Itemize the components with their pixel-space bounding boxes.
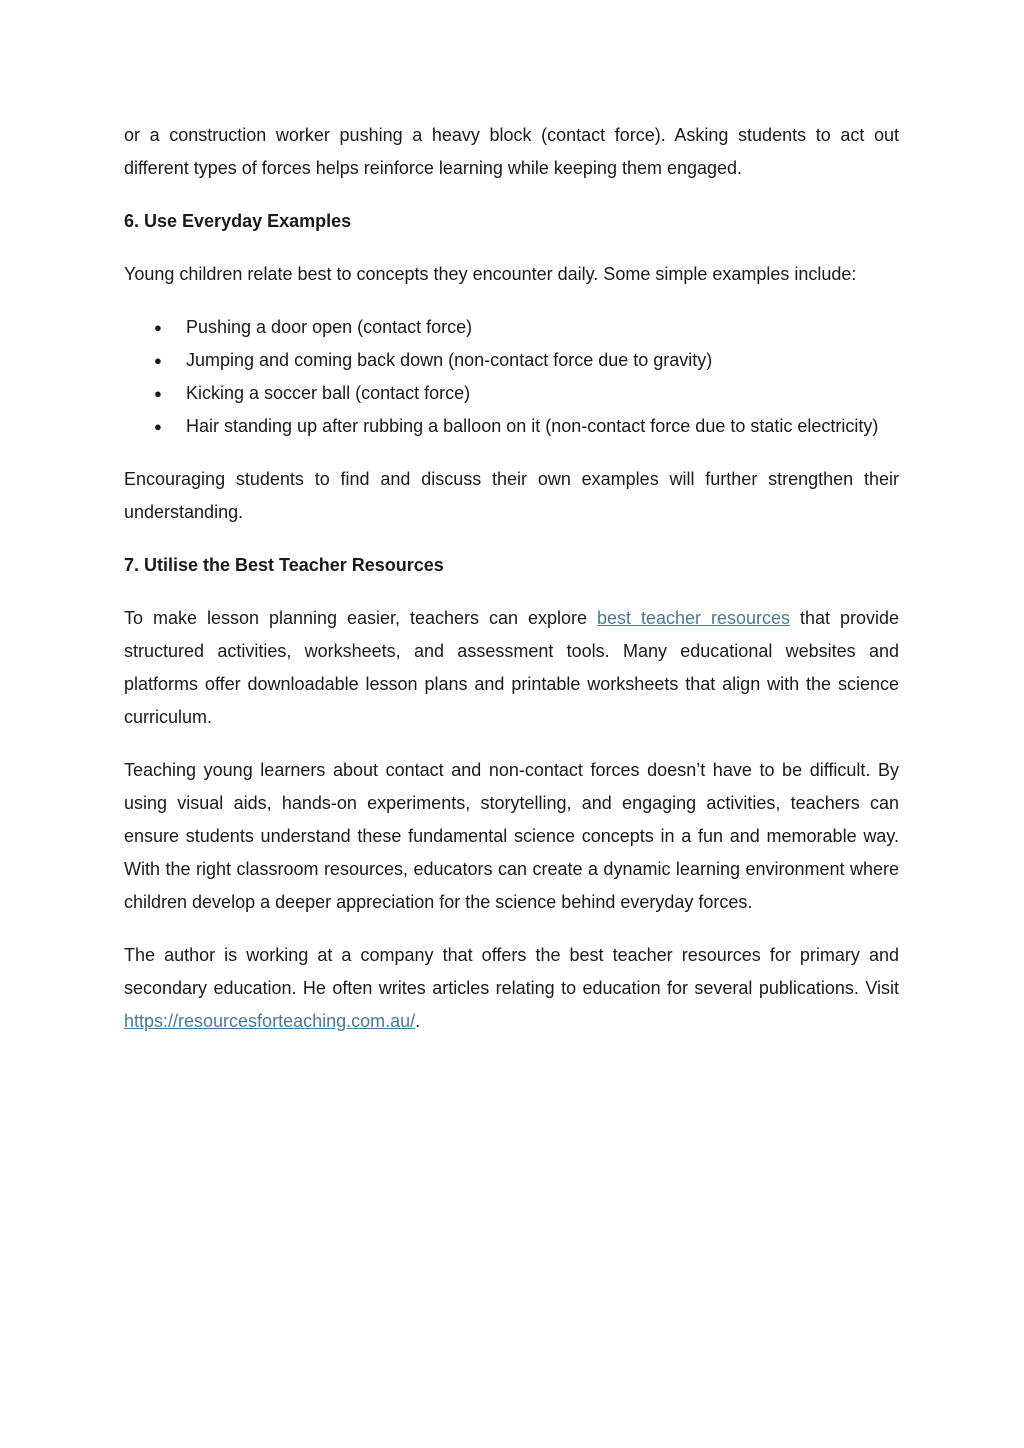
- encourage-paragraph: Encouraging students to find and discuss their own examples will further strengthen their understanding.: [124, 469, 899, 522]
- list-item: [124, 410, 899, 443]
- list-item-text: Jumping and coming back down (non-contact force due to gravity): [186, 350, 713, 370]
- resources-paragraph: [124, 602, 899, 734]
- list-item: [124, 344, 899, 377]
- list-item-text: Kicking a soccer ball (contact force): [186, 383, 471, 403]
- bullet-icon: ●: [154, 353, 162, 368]
- page-content: [124, 119, 899, 1038]
- list-item-text: Pushing a door open (contact force): [186, 317, 473, 337]
- section-6-heading: 6. Use Everyday Examples: [124, 211, 352, 231]
- intro-continuation-paragraph: or a construction worker pushing a heavy block (contact force). Asking students to act out different types of forces helps reinforce learning while keeping them engaged.: [124, 125, 899, 178]
- conclusion-paragraph: Teaching young learners about contact and non-contact forces doesn’t have to be difficult. By using visual aids, hands-on experiments, storytelling, and engaging activities, teachers can ensure students understand these fundamental science concepts in a fun and memorable way. With the right classroom resources, educators can create a dynamic learning environment where children develop a deeper appreciation for the science behind everyday forces.: [124, 760, 899, 912]
- section-7-heading: 7. Utilise the Best Teacher Resources: [124, 555, 444, 575]
- author-paragraph: [124, 939, 899, 1038]
- author-text-after: .: [415, 1011, 421, 1031]
- list-item: [124, 377, 899, 410]
- everyday-intro-paragraph: Young children relate best to concepts they encounter daily. Some simple examples include:: [124, 264, 857, 284]
- resourcesforteaching-link[interactable]: https://resourcesforteaching.com.au/: [124, 1011, 416, 1031]
- resources-text-after: that provide structured activities, worksheets, and assessment tools. Many educational websites and platforms offer downloadable lesson plans and printable worksheets that align with the science curriculum.: [124, 608, 900, 727]
- bullet-icon: ●: [154, 419, 162, 434]
- list-item: [124, 311, 899, 344]
- author-text-before: The author is working at a company that offers the best teacher resources for primary and secondary education. He often writes articles relating to education for several publications. Visit: [124, 945, 899, 998]
- bullet-icon: ●: [154, 386, 162, 401]
- list-item-text: Hair standing up after rubbing a balloon on it (non-contact force due to static electricity): [186, 416, 879, 436]
- best-teacher-resources-link[interactable]: best teacher resources: [596, 608, 791, 628]
- examples-list: [124, 311, 899, 443]
- resources-text-before: To make lesson planning easier, teachers can explore: [124, 608, 597, 628]
- bullet-icon: ●: [154, 320, 162, 335]
